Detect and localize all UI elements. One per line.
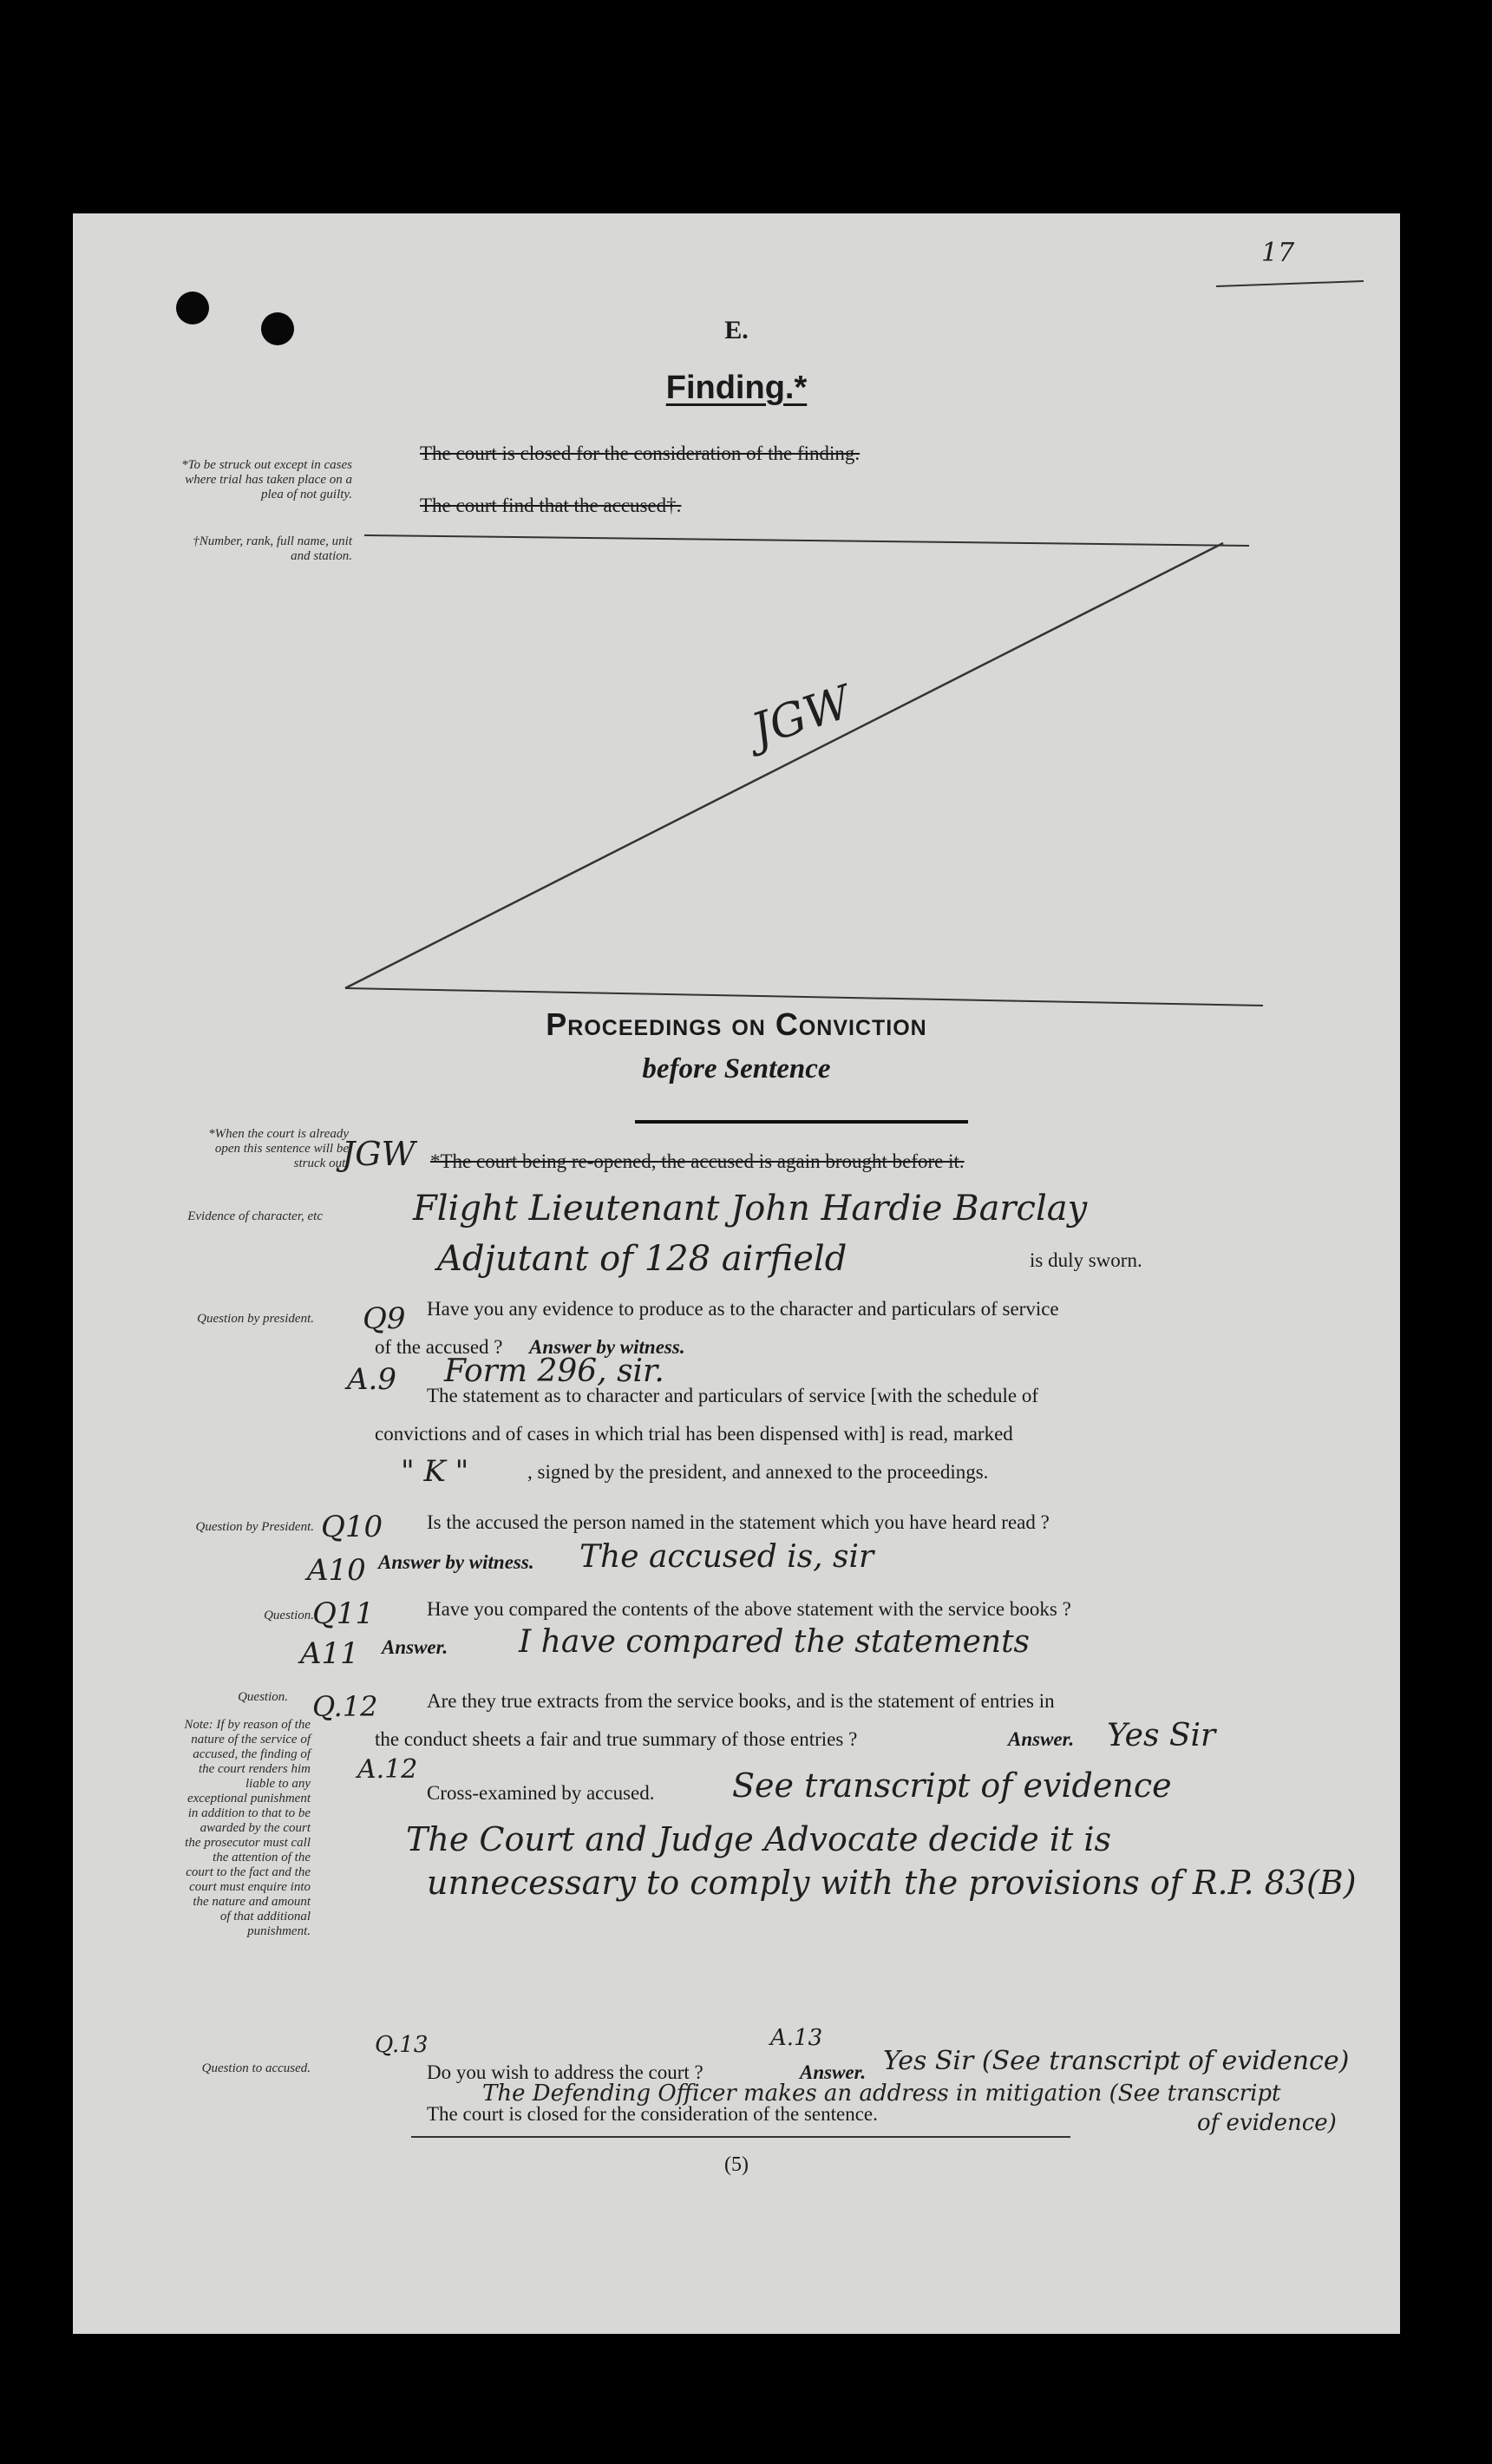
a12-answer: Yes Sir	[1107, 1718, 1216, 1753]
page-reference: 17	[1261, 238, 1295, 268]
q12-text: Are they true extracts from the service books, and is the statement of entries in	[427, 1690, 1055, 1712]
answer-by-witness-label-2: Answer by witness.	[378, 1551, 534, 1573]
answer-label: Answer.	[382, 1636, 448, 1658]
a9-number: A.9	[347, 1362, 396, 1397]
a11-number: A11	[300, 1636, 359, 1671]
margin-note-additional-punishment: Note: If by reason of the nature of the service of accused, the finding of the court renders him liable to any exceptional punishment in addition to that to be awarded by the court the prosecutor must call the attention of the court to the fact and the court must enquire into the nature and amount of that additional punishment.	[184, 1718, 311, 1938]
a13-answer: Yes Sir (See transcript of evidence)	[883, 2046, 1350, 2076]
q12-text-cont: the conduct sheets a fair and true summary of those entries ?	[375, 1728, 858, 1750]
finding-line-closed: The court is closed for the consideration of the finding.	[420, 442, 861, 464]
q13-number: Q.13	[375, 2032, 429, 2058]
statement-line-2: convictions and of cases in which trial has been dispensed with] is read, marked	[375, 1423, 1013, 1445]
court-decision-line-1: The Court and Judge Advocate decide it is	[406, 1820, 1111, 1858]
court-closed-line: The court is closed for the consideration of the sentence.	[427, 2103, 878, 2125]
q9-number: Q9	[363, 1301, 406, 1336]
finding-line-accused: The court find that the accused†.	[420, 495, 682, 516]
statement-mark: " K "	[401, 1454, 469, 1489]
margin-question: Question.	[264, 1609, 314, 1622]
q11-text: Have you compared the contents of the above statement with the service books ?	[427, 1598, 1071, 1620]
reopen-line: *The court being re-opened, the accused is again brought before it.	[430, 1150, 965, 1172]
closing-rule	[411, 2136, 1070, 2138]
reopen-initials: JGW	[342, 1135, 416, 1173]
duly-sworn: is duly sworn.	[1030, 1249, 1142, 1271]
finding-initials: JGW	[745, 676, 858, 757]
answer-label-3: Answer.	[800, 2061, 867, 2083]
margin-question-president: Question by president.	[197, 1312, 314, 1326]
witness-post: Adjutant of 128 airfield	[437, 1239, 847, 1279]
margin-question-2: Question.	[238, 1690, 288, 1704]
a11-answer: I have compared the statements	[519, 1624, 1031, 1660]
q10-text: Is the accused the person named in the statement which you have heard read ?	[427, 1511, 1050, 1533]
section-letter: E.	[724, 316, 749, 344]
mitigation-line-cont: of evidence)	[1197, 2110, 1337, 2136]
a9-answer: Form 296, sir.	[444, 1353, 664, 1389]
document-page	[73, 213, 1400, 2334]
page-number: (5)	[724, 2153, 749, 2176]
proceedings-title: Proceedings on Conviction	[546, 1006, 927, 1042]
mitigation-line: The Defending Officer makes an address in mitigation (See transcript	[482, 2081, 1281, 2107]
a12-number: A.12	[357, 1754, 418, 1785]
margin-evidence-character: Evidence of character, etc	[187, 1209, 323, 1223]
a10-number: A10	[307, 1553, 366, 1588]
q9-text: Have you any evidence to produce as to the character and particulars of service	[427, 1298, 1059, 1320]
address-question: Do you wish to address the court ?	[427, 2061, 703, 2083]
finding-title-text: Finding.*	[665, 370, 808, 406]
margin-note-accused: †Number, rank, full name, unit and station.	[193, 534, 352, 563]
margin-note-reopen: *When the court is already open this sentence will be struck out.	[208, 1127, 349, 1170]
cross-examined-label: Cross-examined by accused.	[427, 1782, 655, 1804]
q9-text-cont: of the accused ?	[375, 1336, 503, 1358]
margin-question-accused: Question to accused.	[201, 2061, 311, 2075]
a10-answer: The accused is, sir	[579, 1539, 874, 1575]
statement-line-3: , signed by the president, and annexed to the proceedings.	[527, 1461, 989, 1483]
q12-number: Q.12	[312, 1690, 378, 1723]
statement-line-1: The statement as to character and particulars of service [with the schedule of	[427, 1385, 1039, 1406]
finding-cancel-lines	[73, 213, 1400, 1081]
witness-name: Flight Lieutenant John Hardie Barclay	[413, 1189, 1088, 1229]
margin-question-president-2: Question by President.	[195, 1520, 314, 1534]
court-decision-line-2: unnecessary to comply with the provisions of R.P. 83(B)	[427, 1864, 1357, 1902]
cross-examined-answer: See transcript of evidence	[732, 1766, 1172, 1805]
q11-number: Q11	[312, 1596, 375, 1631]
answer-by-witness-label: Answer by witness.	[529, 1336, 685, 1358]
margin-note-strike: *To be struck out except in cases where trial has taken place on a plea of not guilty.	[181, 458, 352, 501]
proceedings-subtitle: before Sentence	[642, 1053, 831, 1085]
q10-number: Q10	[321, 1510, 383, 1544]
a13-number: A.13	[770, 2025, 823, 2051]
answer-label-2: Answer.	[1008, 1728, 1075, 1750]
title-rule	[635, 1120, 968, 1124]
